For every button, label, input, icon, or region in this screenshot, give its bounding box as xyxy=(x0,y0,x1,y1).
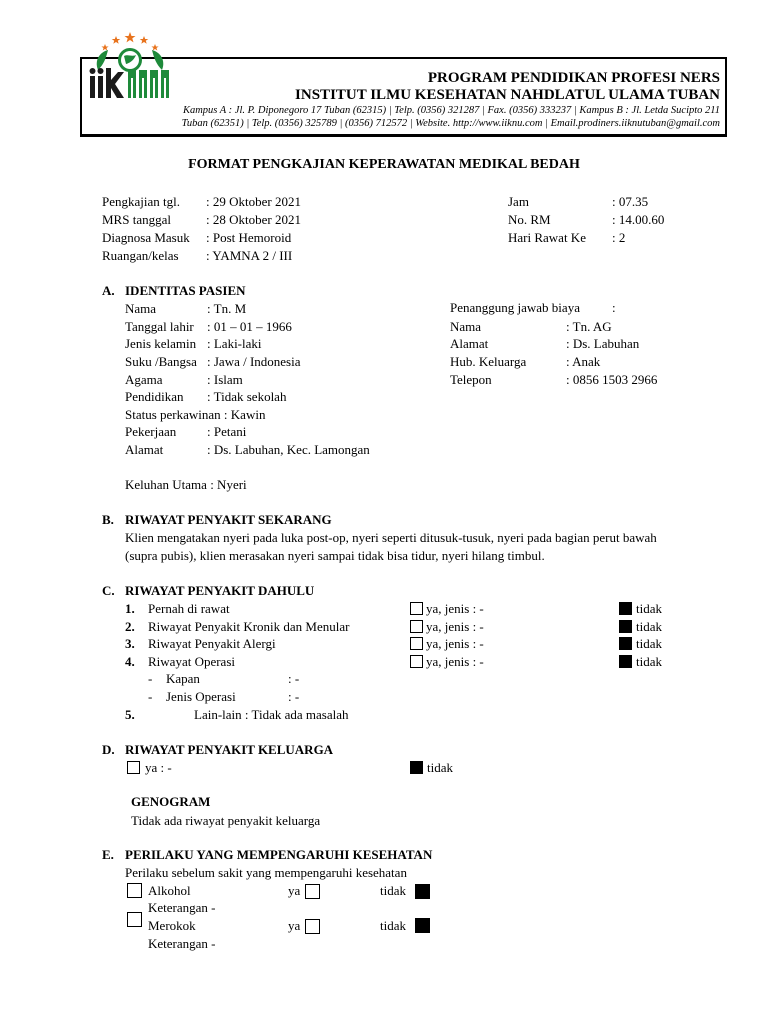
alkohol-checkbox[interactable] xyxy=(127,883,142,898)
genogram-title: GENOGRAM xyxy=(131,794,211,809)
pj-hubungan-label: Hub. Keluarga xyxy=(450,354,527,369)
alkohol-keterangan: Keterangan - xyxy=(148,900,216,915)
pj-telepon-value: : 0856 1503 2966 xyxy=(566,372,658,387)
item-number: 4. xyxy=(125,654,135,669)
genogram-text: Tidak ada riwayat penyakit keluarga xyxy=(131,813,321,828)
agama-label: Agama xyxy=(125,372,163,387)
merokok-ya-checkbox[interactable] xyxy=(305,919,320,934)
tidak-checkbox[interactable] xyxy=(619,602,632,615)
pj-alamat-value: : Ds. Labuhan xyxy=(566,336,640,351)
tidak-label: tidak xyxy=(636,619,662,634)
address-line-2: Tuban (62351) | Telp. (0356) 325789 | (0356) 712572 | Website. http://www.iiknu.com | Email.prodiners.iiknutuban@gmail.com xyxy=(181,118,720,129)
pekerjaan-label: Pekerjaan xyxy=(125,424,177,439)
diagnosa-label: Diagnosa Masuk xyxy=(102,230,190,245)
pekerjaan-value: : Petani xyxy=(207,424,247,439)
keluarga-ya-label: ya : - xyxy=(145,760,172,775)
ya-checkbox[interactable] xyxy=(410,620,423,633)
item-label: Pernah di rawat xyxy=(148,601,230,616)
merokok-tidak-checkbox[interactable] xyxy=(415,918,430,933)
penanggung-jawab-header: Penanggung jawab biaya xyxy=(450,300,580,315)
section-b-letter: B. xyxy=(102,512,114,527)
logo-green-bars xyxy=(128,70,169,98)
jenis-operasi-value: : - xyxy=(288,689,300,704)
keluarga-ya-checkbox[interactable] xyxy=(127,761,140,774)
document-title: FORMAT PENGKAJIAN KEPERAWATAN MEDIKAL BEDAH xyxy=(188,157,580,172)
merokok-keterangan: Keterangan - xyxy=(148,936,216,951)
section-a-letter: A. xyxy=(102,283,115,298)
ya-label: ya, jenis : - xyxy=(426,636,484,651)
section-d-title: RIWAYAT PENYAKIT KELUARGA xyxy=(125,742,334,757)
item-number: 2. xyxy=(125,619,135,634)
tidak-checkbox[interactable] xyxy=(619,637,632,650)
riwayat-sekarang-line-1: Klien mengatakan nyeri pada luka post-op, nyeri seperti ditusuk-tusuk, nyeri pada bagian perut bawah xyxy=(125,530,657,545)
suku-label: Suku /Bangsa xyxy=(125,354,197,369)
jam-label: Jam xyxy=(508,194,529,209)
item-number: 3. xyxy=(125,636,135,651)
status-perkawinan: Status perkawinan : Kawin xyxy=(125,407,266,422)
jenis-kelamin-value: : Laki-laki xyxy=(207,336,262,351)
jenis-kelamin-label: Jenis kelamin xyxy=(125,336,197,351)
section-e-subtitle: Perilaku sebelum sakit yang mempengaruhi kesehatan xyxy=(125,865,407,880)
pj-hubungan-value: : Anak xyxy=(566,354,601,369)
kapan-value: : - xyxy=(288,671,300,686)
keluhan-utama: Keluhan Utama : Nyeri xyxy=(125,477,247,492)
institution-logo xyxy=(86,30,174,102)
section-e-letter: E. xyxy=(102,847,114,862)
tanggal-lahir-label: Tanggal lahir xyxy=(125,319,194,334)
jam-value: : 07.35 xyxy=(612,194,649,209)
item-5-number: 5. xyxy=(125,707,135,722)
alkohol-ya-label: ya xyxy=(288,883,301,898)
ya-label: ya, jenis : - xyxy=(426,654,484,669)
item-number: 1. xyxy=(125,601,135,616)
kapan-label: Kapan xyxy=(166,671,200,686)
jenis-operasi-label: Jenis Operasi xyxy=(166,689,236,704)
diagnosa-value: : Post Hemoroid xyxy=(206,230,292,245)
merokok-checkbox[interactable] xyxy=(127,912,142,927)
logo-bars xyxy=(90,68,125,98)
kapan-dash: - xyxy=(148,671,153,686)
hari-rawat-label: Hari Rawat Ke xyxy=(508,230,586,245)
alkohol-tidak-label: tidak xyxy=(380,883,406,898)
section-a-title: IDENTITAS PASIEN xyxy=(125,283,246,298)
alkohol-label: Alkohol xyxy=(148,883,191,898)
pj-telepon-label: Telepon xyxy=(450,372,492,387)
suku-value: : Jawa / Indonesia xyxy=(207,354,301,369)
alamat-value: : Ds. Labuhan, Kec. Lamongan xyxy=(207,442,370,457)
item-label: Riwayat Operasi xyxy=(148,654,236,669)
pendidikan-value: : Tidak sekolah xyxy=(207,389,287,404)
pj-nama-label: Nama xyxy=(450,319,482,334)
keluarga-tidak-checkbox[interactable] xyxy=(410,761,423,774)
merokok-tidak-label: tidak xyxy=(380,918,406,933)
program-name: PROGRAM PENDIDIKAN PROFESI NERS xyxy=(427,70,720,86)
institute-address xyxy=(182,104,720,130)
ruangan-label: Ruangan/kelas xyxy=(102,248,179,263)
section-e-title: PERILAKU YANG MEMPENGARUHI KESEHATAN xyxy=(125,847,433,862)
nama-label: Nama xyxy=(125,301,157,316)
section-d-letter: D. xyxy=(102,742,115,757)
tanggal-lahir-value: : 01 – 01 – 1966 xyxy=(207,319,292,334)
hari-rawat-value: : 2 xyxy=(612,230,626,245)
alkohol-tidak-checkbox[interactable] xyxy=(415,884,430,899)
ya-label: ya, jenis : - xyxy=(426,619,484,634)
ya-checkbox[interactable] xyxy=(410,655,423,668)
item-5-text: Lain-lain : Tidak ada masalah xyxy=(194,707,349,722)
agama-value: : Islam xyxy=(207,372,243,387)
merokok-ya-label: ya xyxy=(288,918,301,933)
item-label: Riwayat Penyakit Alergi xyxy=(148,636,276,651)
pj-nama-value: : Tn. AG xyxy=(566,319,612,334)
norm-label: No. RM xyxy=(508,212,551,227)
ruangan-value: : YAMNA 2 / III xyxy=(206,248,293,263)
section-c-title: RIWAYAT PENYAKIT DAHULU xyxy=(125,583,315,598)
alamat-label: Alamat xyxy=(125,442,164,457)
keluarga-tidak-label: tidak xyxy=(427,760,453,775)
jenis-operasi-dash: - xyxy=(148,689,153,704)
norm-value: : 14.00.60 xyxy=(612,212,665,227)
tidak-label: tidak xyxy=(636,601,662,616)
section-c-letter: C. xyxy=(102,583,115,598)
ya-checkbox[interactable] xyxy=(410,637,423,650)
tidak-checkbox[interactable] xyxy=(619,655,632,668)
ya-checkbox[interactable] xyxy=(410,602,423,615)
item-label: Riwayat Penyakit Kronik dan Menular xyxy=(148,619,350,634)
pendidikan-label: Pendidikan xyxy=(125,389,184,404)
ya-label: ya, jenis : - xyxy=(426,601,484,616)
pj-alamat-label: Alamat xyxy=(450,336,489,351)
mrs-value: : 28 Oktober 2021 xyxy=(206,212,301,227)
address-line-1: Kampus A : Jl. P. Diponegoro 17 Tuban (62315) | Telp. (0356) 321287 | Fax. (0356) 333237 | Kampus B : Jl. Letda Sucipto 211 xyxy=(182,105,720,116)
pengkajian-label: Pengkajian tgl. xyxy=(102,194,180,209)
nama-value: : Tn. M xyxy=(207,301,247,316)
tidak-checkbox[interactable] xyxy=(619,620,632,633)
tidak-label: tidak xyxy=(636,654,662,669)
penanggung-jawab-colon: : xyxy=(612,300,616,315)
institute-name: INSTITUT ILMU KESEHATAN NAHDLATUL ULAMA TUBAN xyxy=(295,87,720,103)
section-b-title: RIWAYAT PENYAKIT SEKARANG xyxy=(125,512,332,527)
tidak-label: tidak xyxy=(636,636,662,651)
merokok-label: Merokok xyxy=(148,918,196,933)
riwayat-sekarang-line-2: (supra pubis), klien merasakan nyeri sampai tidak bisa tidur, nyeri hilang timbul. xyxy=(125,548,545,563)
mrs-label: MRS tanggal xyxy=(102,212,171,227)
logo-stars xyxy=(101,32,158,51)
alkohol-ya-checkbox[interactable] xyxy=(305,884,320,899)
pengkajian-value: : 29 Oktober 2021 xyxy=(206,194,301,209)
